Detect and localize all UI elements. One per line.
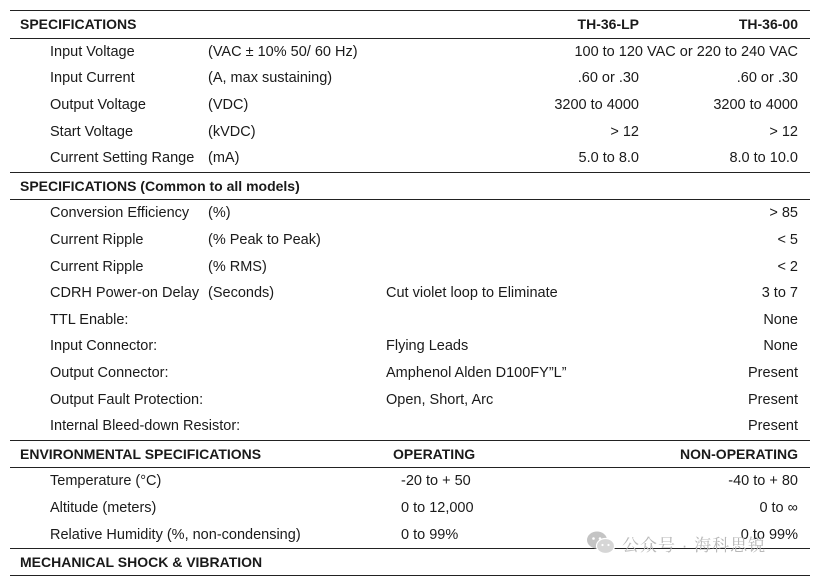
spec-row-current-setting-range (10, 145, 810, 172)
env-row-temperature (10, 468, 810, 495)
spec-row-name: Input Voltage (50, 43, 135, 60)
spec-row-name: Start Voltage (50, 123, 134, 140)
common-row-name: Output Connector: (50, 365, 169, 382)
common-row (10, 200, 810, 227)
wechat-icon (586, 530, 616, 556)
watermark-text: 公众号 · 海科思锐 (622, 535, 767, 555)
watermark (586, 526, 766, 560)
common-row (10, 307, 810, 334)
env-header-non-operating: NON-OPERATING (680, 445, 798, 462)
env-row-name: Temperature (°C) (50, 473, 162, 490)
common-row-note: Amphenol Alden D100FY”L” (386, 365, 567, 382)
env-row-altitude (10, 495, 810, 522)
spec-row-unit: (A, max sustaining) (208, 70, 333, 87)
spec-row-input-voltage (10, 39, 810, 66)
spec-header-col-lp: TH-36-LP (577, 16, 639, 33)
spec-row-input-current (10, 65, 810, 92)
env-row-non-operating: -40 to + 80 (728, 473, 798, 490)
spec-row-00-value: 8.0 to 10.0 (729, 150, 798, 167)
spec-row-unit: (VDC) (208, 97, 249, 114)
spec-row-lp-value: > 12 (610, 123, 639, 140)
common-row-name: Conversion Efficiency (50, 205, 190, 222)
common-row (10, 386, 810, 413)
env-row-non-operating: 0 to ∞ (759, 499, 798, 516)
common-row-name: Current Ripple (50, 258, 144, 275)
spec-row-output-voltage (10, 92, 810, 119)
common-row-value: < 2 (777, 258, 798, 275)
common-row-unit: (Seconds) (208, 285, 275, 302)
env-header-operating: OPERATING (393, 445, 476, 462)
common-row-value: Present (748, 365, 798, 382)
spec-section (10, 38, 810, 172)
common-row-name: Output Fault Protection: (50, 391, 204, 408)
env-row-name: Altitude (meters) (50, 499, 157, 516)
env-header (10, 440, 810, 468)
common-row-value: 3 to 7 (761, 285, 798, 302)
common-header-title: SPECIFICATIONS (Common to all models) (20, 177, 300, 194)
env-row-non-operating: 0 to 99% (740, 526, 798, 543)
env-row-operating: -20 to + 50 (401, 473, 471, 490)
spec-row-name: Input Current (50, 70, 135, 87)
spec-row-00-value: 3200 to 4000 (713, 97, 798, 114)
common-row (10, 360, 810, 387)
spec-row-00-value: .60 or .30 (736, 70, 798, 87)
common-row-value: None (763, 338, 798, 355)
common-row-note: Cut violet loop to Eliminate (386, 285, 558, 302)
spec-row-name: Current Setting Range (50, 150, 195, 167)
common-row-note: Open, Short, Arc (386, 391, 494, 408)
common-row-value: Present (748, 418, 798, 435)
spec-row-unit: (mA) (208, 150, 240, 167)
mech-header-title: MECHANICAL SHOCK & VIBRATION (20, 554, 263, 571)
common-row-unit: (% Peak to Peak) (208, 232, 321, 249)
common-row-name: CDRH Power-on Delay (50, 285, 200, 302)
common-row-value: Present (748, 391, 798, 408)
common-row-name: Input Connector: (50, 338, 158, 355)
spec-header (10, 10, 810, 38)
common-row-name: TTL Enable: (50, 311, 129, 328)
common-row (10, 280, 810, 307)
spec-row-start-voltage (10, 118, 810, 145)
common-row-value: < 5 (777, 232, 798, 249)
common-row (10, 253, 810, 280)
common-section (10, 199, 810, 439)
env-row-operating: 0 to 99% (401, 526, 459, 543)
spec-row-lp-value: 3200 to 4000 (554, 97, 639, 114)
spec-sheet (10, 10, 810, 576)
common-row-value: None (763, 311, 798, 328)
common-row (10, 333, 810, 360)
common-row-unit: (%) (208, 205, 231, 222)
spec-header-title: SPECIFICATIONS (20, 16, 137, 33)
env-header-title: ENVIRONMENTAL SPECIFICATIONS (20, 445, 262, 462)
common-row-unit: (% RMS) (208, 258, 267, 275)
common-row-name: Internal Bleed-down Resistor: (50, 418, 241, 435)
spec-row-unit: (VAC ± 10% 50/ 60 Hz) (208, 43, 358, 60)
spec-row-00-value: > 12 (769, 123, 798, 140)
common-row (10, 413, 810, 440)
common-row-note: Flying Leads (386, 338, 469, 355)
spec-row-unit: (kVDC) (208, 123, 256, 140)
common-header (10, 172, 810, 200)
spec-row-merged-value: 100 to 120 VAC or 220 to 240 VAC (574, 43, 798, 60)
env-row-operating: 0 to 12,000 (401, 499, 474, 516)
spec-row-lp-value: .60 or .30 (577, 70, 639, 87)
common-row (10, 227, 810, 254)
spec-row-lp-value: 5.0 to 8.0 (578, 150, 639, 167)
env-row-name: Relative Humidity (%, non-condensing) (50, 526, 301, 543)
spec-header-col-00: TH-36-00 (738, 16, 798, 33)
spec-row-name: Output Voltage (50, 97, 146, 114)
common-row-value: > 85 (769, 205, 798, 222)
common-row-name: Current Ripple (50, 232, 144, 249)
